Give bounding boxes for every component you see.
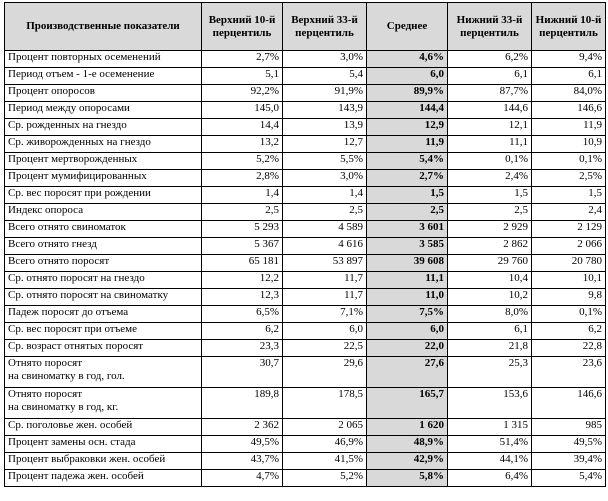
bottom-10-cell: 5,4% — [532, 470, 606, 487]
table-row — [5, 170, 606, 187]
top-10-cell: 65 181 — [202, 255, 283, 272]
header-row — [5, 3, 606, 51]
top-33-cell: 12,7 — [283, 136, 367, 153]
table-row — [5, 436, 606, 453]
top-33-cell: 2 065 — [283, 419, 367, 436]
table-row — [5, 51, 606, 68]
table-row — [5, 323, 606, 340]
bottom-10-cell: 0,1% — [532, 153, 606, 170]
top-33-cell: 7,1% — [283, 306, 367, 323]
average-cell: 6,0 — [367, 323, 448, 340]
average-cell: 27,6 — [367, 357, 448, 388]
top-33-cell: 2,5 — [283, 204, 367, 221]
bottom-10-cell: 2,4 — [532, 204, 606, 221]
indicator-cell: Процент замены осн. стада — [5, 436, 202, 453]
average-cell: 165,7 — [367, 388, 448, 419]
average-cell: 22,0 — [367, 340, 448, 357]
average-cell: 11,9 — [367, 136, 448, 153]
indicator-cell: Индекс опороса — [5, 204, 202, 221]
bottom-10-cell: 146,6 — [532, 102, 606, 119]
indicator-cell: Ср. вес поросят при рождении — [5, 187, 202, 204]
bottom-33-cell: 6,4% — [448, 470, 532, 487]
top-10-cell: 12,3 — [202, 289, 283, 306]
top-10-cell: 49,5% — [202, 436, 283, 453]
average-cell: 6,0 — [367, 68, 448, 85]
bottom-10-cell: 985 — [532, 419, 606, 436]
indicator-cell: Отнято поросят на свиноматку в год, кг. — [5, 388, 202, 419]
indicator-cell: Процент опоросов — [5, 85, 202, 102]
top-10-cell: 2,7% — [202, 51, 283, 68]
bottom-10-cell: 9,4% — [532, 51, 606, 68]
indicator-cell: Процент повторных осеменений — [5, 51, 202, 68]
top-33-cell: 11,7 — [283, 272, 367, 289]
top-10-cell: 92,2% — [202, 85, 283, 102]
top-10-cell: 4,7% — [202, 470, 283, 487]
indicator-cell: Ср. рожденных на гнездо — [5, 119, 202, 136]
top-10-cell: 6,5% — [202, 306, 283, 323]
top-10-cell: 145,0 — [202, 102, 283, 119]
bottom-33-cell: 87,7% — [448, 85, 532, 102]
top-33-cell: 1,4 — [283, 187, 367, 204]
top-33-cell: 46,9% — [283, 436, 367, 453]
top-10-cell: 30,7 — [202, 357, 283, 388]
top-10-cell: 5,1 — [202, 68, 283, 85]
table-row — [5, 272, 606, 289]
top-10-cell: 43,7% — [202, 453, 283, 470]
indicator-cell: Ср. вес поросят при отъеме — [5, 323, 202, 340]
bottom-33-cell: 8,0% — [448, 306, 532, 323]
indicator-cell: Процент падежа жен. особей — [5, 470, 202, 487]
top-33-cell: 29,6 — [283, 357, 367, 388]
bottom-10-cell: 84,0% — [532, 85, 606, 102]
bottom-33-cell: 1,5 — [448, 187, 532, 204]
table-row — [5, 102, 606, 119]
performance-table — [4, 2, 606, 487]
table-row — [5, 289, 606, 306]
top-33-cell: 5,4 — [283, 68, 367, 85]
indicator-cell: Ср. отнято поросят на свиноматку — [5, 289, 202, 306]
top-10-cell: 2 362 — [202, 419, 283, 436]
top-10-cell: 5 293 — [202, 221, 283, 238]
bottom-10-cell: 6,1 — [532, 68, 606, 85]
bottom-10-cell: 11,9 — [532, 119, 606, 136]
average-cell: 144,4 — [367, 102, 448, 119]
bottom-33-cell: 6,1 — [448, 68, 532, 85]
bottom-10-cell: 39,4% — [532, 453, 606, 470]
bottom-33-cell: 2 929 — [448, 221, 532, 238]
table-row — [5, 187, 606, 204]
top-33-cell: 6,0 — [283, 323, 367, 340]
bottom-33-cell: 153,6 — [448, 388, 532, 419]
bottom-10-cell: 49,5% — [532, 436, 606, 453]
average-cell: 48,9% — [367, 436, 448, 453]
bottom-33-cell: 29 760 — [448, 255, 532, 272]
table-row — [5, 388, 606, 419]
table-row — [5, 153, 606, 170]
top-10-cell: 5,2% — [202, 153, 283, 170]
table-row — [5, 238, 606, 255]
bottom-33-cell: 21,8 — [448, 340, 532, 357]
indicator-cell: Отнято поросят на свиноматку в год, гол. — [5, 357, 202, 388]
top-33-cell: 4 589 — [283, 221, 367, 238]
indicator-cell: Ср. возраст отнятых поросят — [5, 340, 202, 357]
bottom-10-cell: 146,6 — [532, 388, 606, 419]
bottom-10-cell: 10,1 — [532, 272, 606, 289]
bottom-10-cell: 6,2 — [532, 323, 606, 340]
table-row — [5, 119, 606, 136]
table-row — [5, 340, 606, 357]
bottom-33-cell: 10,2 — [448, 289, 532, 306]
top-10-cell: 6,2 — [202, 323, 283, 340]
top-10-cell: 2,5 — [202, 204, 283, 221]
top-33-cell: 53 897 — [283, 255, 367, 272]
top-33-cell: 91,9% — [283, 85, 367, 102]
bottom-10-cell: 10,9 — [532, 136, 606, 153]
indicator-cell: Ср. отнято поросят на гнездо — [5, 272, 202, 289]
average-cell: 4,6% — [367, 51, 448, 68]
top-33-cell: 4 616 — [283, 238, 367, 255]
header-indicators: Производственные показатели — [5, 3, 202, 51]
average-cell: 39 608 — [367, 255, 448, 272]
top-33-cell: 178,5 — [283, 388, 367, 419]
average-cell: 11,1 — [367, 272, 448, 289]
table-row — [5, 85, 606, 102]
bottom-10-cell: 9,8 — [532, 289, 606, 306]
indicator-cell: Падеж поросят до отъема — [5, 306, 202, 323]
table-row — [5, 136, 606, 153]
table-row — [5, 453, 606, 470]
bottom-33-cell: 2,4% — [448, 170, 532, 187]
bottom-33-cell: 12,1 — [448, 119, 532, 136]
bottom-10-cell: 2 129 — [532, 221, 606, 238]
table-row — [5, 255, 606, 272]
table-row — [5, 470, 606, 487]
table-body — [5, 51, 606, 487]
top-33-cell: 143,9 — [283, 102, 367, 119]
top-10-cell: 5 367 — [202, 238, 283, 255]
top-10-cell: 14,4 — [202, 119, 283, 136]
header-top-10: Верхний 10-й перцентиль — [202, 3, 283, 51]
table-row — [5, 204, 606, 221]
bottom-10-cell: 1,5 — [532, 187, 606, 204]
bottom-10-cell: 2 066 — [532, 238, 606, 255]
average-cell: 12,9 — [367, 119, 448, 136]
bottom-33-cell: 0,1% — [448, 153, 532, 170]
bottom-33-cell: 144,6 — [448, 102, 532, 119]
header-bottom-10: Нижний 10-й перцентиль — [532, 3, 606, 51]
top-10-cell: 2,8% — [202, 170, 283, 187]
average-cell: 5,8% — [367, 470, 448, 487]
indicator-cell: Процент мертворожденных — [5, 153, 202, 170]
top-10-cell: 23,3 — [202, 340, 283, 357]
bottom-33-cell: 10,4 — [448, 272, 532, 289]
top-33-cell: 3,0% — [283, 51, 367, 68]
bottom-33-cell: 44,1% — [448, 453, 532, 470]
average-cell: 2,7% — [367, 170, 448, 187]
bottom-33-cell: 51,4% — [448, 436, 532, 453]
indicator-cell: Всего отнято свиноматок — [5, 221, 202, 238]
bottom-33-cell: 6,2% — [448, 51, 532, 68]
bottom-33-cell: 2,5 — [448, 204, 532, 221]
top-33-cell: 5,5% — [283, 153, 367, 170]
top-33-cell: 22,5 — [283, 340, 367, 357]
top-10-cell: 13,2 — [202, 136, 283, 153]
bottom-33-cell: 11,1 — [448, 136, 532, 153]
indicator-cell: Ср. поголовье жен. особей — [5, 419, 202, 436]
top-33-cell: 11,7 — [283, 289, 367, 306]
top-10-cell: 189,8 — [202, 388, 283, 419]
table-row — [5, 357, 606, 388]
average-cell: 1 620 — [367, 419, 448, 436]
top-33-cell: 3,0% — [283, 170, 367, 187]
average-cell: 3 585 — [367, 238, 448, 255]
top-33-cell: 41,5% — [283, 453, 367, 470]
indicator-cell: Процент выбраковки жен. особей — [5, 453, 202, 470]
table-row — [5, 221, 606, 238]
top-33-cell: 5,2% — [283, 470, 367, 487]
average-cell: 42,9% — [367, 453, 448, 470]
header-bottom-33: Нижний 33-й перцентиль — [448, 3, 532, 51]
table-header — [5, 3, 606, 51]
bottom-33-cell: 1 315 — [448, 419, 532, 436]
table-row — [5, 68, 606, 85]
table-row — [5, 419, 606, 436]
indicator-cell: Период отъем - 1-е осеменение — [5, 68, 202, 85]
indicator-cell: Ср. живорожденных на гнездо — [5, 136, 202, 153]
bottom-33-cell: 2 862 — [448, 238, 532, 255]
average-cell: 7,5% — [367, 306, 448, 323]
bottom-10-cell: 20 780 — [532, 255, 606, 272]
top-10-cell: 1,4 — [202, 187, 283, 204]
bottom-10-cell: 0,1% — [532, 306, 606, 323]
header-top-33: Верхний 33-й перцентиль — [283, 3, 367, 51]
average-cell: 5,4% — [367, 153, 448, 170]
indicator-cell: Процент мумифицированных — [5, 170, 202, 187]
indicator-cell: Всего отнято поросят — [5, 255, 202, 272]
average-cell: 3 601 — [367, 221, 448, 238]
top-33-cell: 13,9 — [283, 119, 367, 136]
indicator-cell: Всего отнято гнезд — [5, 238, 202, 255]
bottom-10-cell: 22,8 — [532, 340, 606, 357]
average-cell: 11,0 — [367, 289, 448, 306]
average-cell: 89,9% — [367, 85, 448, 102]
bottom-33-cell: 6,1 — [448, 323, 532, 340]
header-average: Среднее — [367, 3, 448, 51]
table-row — [5, 306, 606, 323]
top-10-cell: 12,2 — [202, 272, 283, 289]
indicator-cell: Период между опоросами — [5, 102, 202, 119]
average-cell: 1,5 — [367, 187, 448, 204]
bottom-10-cell: 2,5% — [532, 170, 606, 187]
bottom-10-cell: 23,6 — [532, 357, 606, 388]
bottom-33-cell: 25,3 — [448, 357, 532, 388]
average-cell: 2,5 — [367, 204, 448, 221]
